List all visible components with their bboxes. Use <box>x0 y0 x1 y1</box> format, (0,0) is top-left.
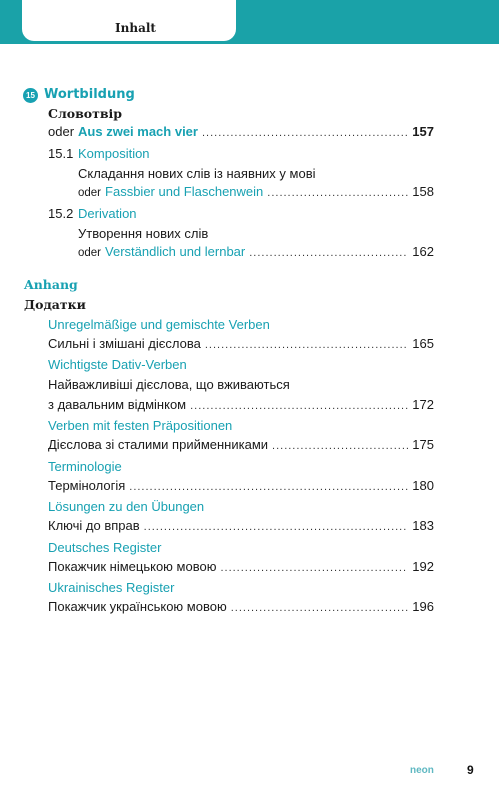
leader-dots <box>249 247 408 259</box>
appendix-entry-de: Deutsches Register <box>48 540 162 555</box>
leader-dots <box>267 187 408 199</box>
page-number-footer: 9 <box>467 763 474 777</box>
subsection-title: Derivation <box>78 206 137 221</box>
leader-dots <box>231 602 408 614</box>
appendix-entry-de: Terminologie <box>48 459 122 474</box>
toc-entry-appendix[interactable] <box>48 559 434 577</box>
toc-entry-15-1[interactable] <box>78 184 434 202</box>
toc-entry-title: Verständlich und lernbar <box>105 244 246 259</box>
page-number: 192 <box>412 559 434 574</box>
leader-dots <box>272 440 408 452</box>
oder-label: oder <box>78 247 102 259</box>
toc-entry-title: Сильні і змішані дієслова <box>48 336 201 351</box>
toc-entry-title: Покажчик українською мовою <box>48 599 227 614</box>
page-number: 196 <box>412 599 434 614</box>
appendix-entry-de: Wichtigste Dativ-Verben <box>48 357 187 372</box>
page-number: 172 <box>412 397 434 412</box>
toc-entry-15-2[interactable] <box>78 244 434 262</box>
page-number: 183 <box>412 518 434 533</box>
appendix-entry-de: Lösungen zu den Übungen <box>48 499 205 514</box>
subsection-number: 15.2 <box>48 206 74 221</box>
appendix-entry-ukr-line: Найважливіші дієслова, що вживаються <box>48 377 290 392</box>
oder-label: oder <box>78 187 102 199</box>
subsection-number: 15.1 <box>48 146 74 161</box>
appendix-entry-de: Verben mit festen Präpositionen <box>48 418 233 433</box>
toc-entry-title: Покажчик німецькою мовою <box>48 559 217 574</box>
toc-entry-appendix[interactable] <box>48 599 434 617</box>
page-number: 165 <box>412 336 434 351</box>
appendix-subtitle: Додатки <box>24 297 86 312</box>
toc-entry-title: Ключі до вправ <box>48 518 140 533</box>
toc-entry-appendix[interactable] <box>48 478 434 496</box>
page-number: 162 <box>412 244 434 259</box>
appendix-entry-de: Unregelmäßige und gemischte Verben <box>48 317 270 332</box>
toc-entry-title: Aus zwei mach vier <box>78 124 198 139</box>
page-number: 158 <box>412 184 434 199</box>
chapter-subtitle: Словотвір <box>48 106 123 121</box>
leader-dots <box>205 339 408 351</box>
leader-dots <box>129 481 408 493</box>
appendix-entry-de: Ukrainisches Register <box>48 580 175 595</box>
subsection-ukr: Утворення нових слів <box>78 226 209 241</box>
toc-entry-title: Fassbier und Flaschenwein <box>105 184 264 199</box>
toc-entry-appendix[interactable] <box>48 397 434 415</box>
subsection-ukr: Складання нових слів із наявних у мові <box>78 166 316 181</box>
toc-entry-appendix[interactable] <box>48 437 434 455</box>
page-number: 157 <box>412 124 434 139</box>
toc-entry-title: з давальним відмінком <box>48 397 187 412</box>
chapter-number-badge: 15 <box>23 88 38 103</box>
page-number: 175 <box>412 437 434 452</box>
chapter-title: Wortbildung <box>44 87 135 102</box>
leader-dots <box>144 521 408 533</box>
leader-dots <box>202 127 408 139</box>
leader-dots <box>220 562 408 574</box>
appendix-title: Anhang <box>24 277 78 292</box>
toc-entry-title: Дієслова зі сталими прийменниками <box>48 437 269 452</box>
publisher-logo: neon <box>410 765 434 776</box>
leader-dots <box>190 400 408 412</box>
subsection-title: Komposition <box>78 146 150 161</box>
toc-entry-title: Термінологія <box>48 478 126 493</box>
page-number: 180 <box>412 478 434 493</box>
toc-entry-main[interactable] <box>48 124 434 142</box>
toc-entry-appendix[interactable] <box>48 336 434 354</box>
toc-entry-appendix[interactable] <box>48 518 434 536</box>
page-title: Inhalt <box>115 21 156 35</box>
oder-label: oder <box>48 124 75 139</box>
